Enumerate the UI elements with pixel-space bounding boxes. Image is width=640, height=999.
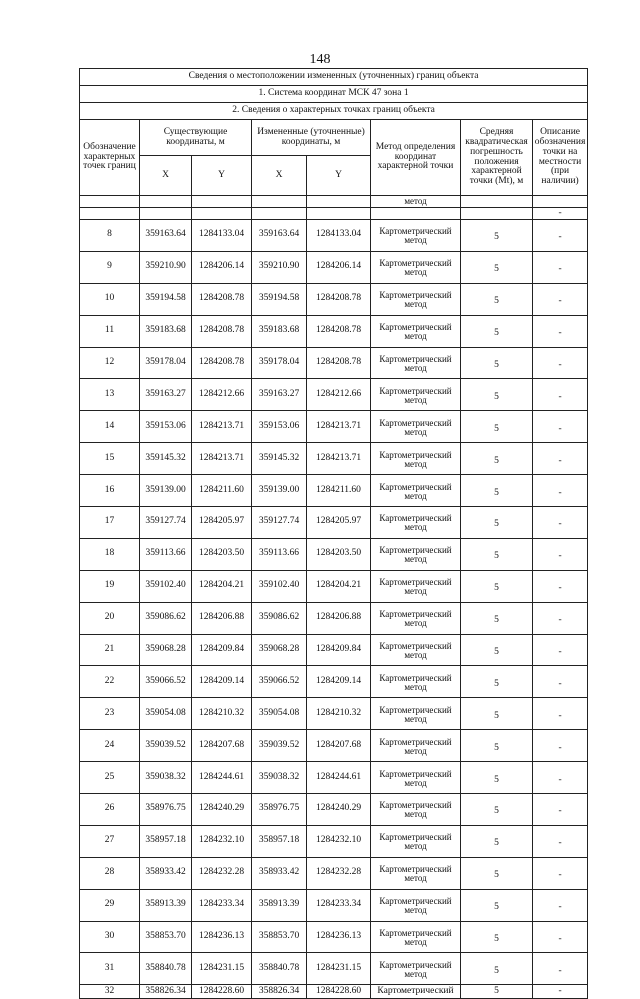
changed-y: 1284208.78 xyxy=(307,315,371,347)
changed-y: 1284208.78 xyxy=(307,283,371,315)
changed-y: 1284204.21 xyxy=(307,570,371,602)
changed-x: 359139.00 xyxy=(252,475,307,507)
method-line1: Картометрический xyxy=(379,226,452,237)
method-cell xyxy=(371,602,461,634)
existing-y: 1284233.34 xyxy=(192,889,252,921)
point-description: - xyxy=(533,475,588,507)
table-row xyxy=(80,730,588,762)
method-line2: метод xyxy=(404,299,427,310)
existing-y: 1284210.32 xyxy=(192,698,252,730)
method-line1: Картометрический xyxy=(379,545,452,556)
existing-x: 359163.27 xyxy=(140,379,192,411)
point-number: 31 xyxy=(80,953,140,985)
method-line2: метод xyxy=(404,458,427,469)
existing-y: 1284209.84 xyxy=(192,634,252,666)
table-row xyxy=(80,443,588,475)
header-x-changed: X xyxy=(252,156,307,196)
table-row xyxy=(80,953,588,985)
changed-y: 1284206.88 xyxy=(307,602,371,634)
existing-x: 359086.62 xyxy=(140,602,192,634)
accuracy: 5 xyxy=(461,507,533,539)
changed-x: 358826.34 xyxy=(252,985,307,999)
changed-y: 1284207.68 xyxy=(307,730,371,762)
method-line2: метод xyxy=(404,490,427,501)
existing-y: 1284236.13 xyxy=(192,921,252,953)
point-description: - xyxy=(533,666,588,698)
point-description: - xyxy=(533,220,588,252)
changed-x: 359194.58 xyxy=(252,283,307,315)
method-line2: метод xyxy=(404,841,427,852)
method-line2: метод xyxy=(404,713,427,724)
method-cell xyxy=(371,220,461,252)
point-description: - xyxy=(533,889,588,921)
point-description: - xyxy=(533,315,588,347)
point-description: - xyxy=(533,347,588,379)
point-number: 24 xyxy=(80,730,140,762)
changed-y: 1284212.66 xyxy=(307,379,371,411)
existing-x: 359194.58 xyxy=(140,283,192,315)
changed-x: 359038.32 xyxy=(252,762,307,794)
changed-x: 358933.42 xyxy=(252,857,307,889)
method-cell xyxy=(371,411,461,443)
method-line1: Картометрический xyxy=(379,800,452,811)
existing-x: 358933.42 xyxy=(140,857,192,889)
point-number: 14 xyxy=(80,411,140,443)
existing-x: 359139.00 xyxy=(140,475,192,507)
point-description: - xyxy=(533,762,588,794)
method-cell xyxy=(371,634,461,666)
changed-y: 1284210.32 xyxy=(307,698,371,730)
method-line2: метод xyxy=(404,650,427,661)
changed-x: 358853.70 xyxy=(252,921,307,953)
accuracy: 5 xyxy=(461,443,533,475)
point-description: - xyxy=(533,794,588,826)
existing-x: 359163.64 xyxy=(140,220,192,252)
accuracy: 5 xyxy=(461,921,533,953)
method-line2: метод xyxy=(404,426,427,437)
existing-y: 1284203.50 xyxy=(192,538,252,570)
table-row xyxy=(80,283,588,315)
point-number: 10 xyxy=(80,283,140,315)
method-cell xyxy=(371,762,461,794)
changed-x: 359039.52 xyxy=(252,730,307,762)
accuracy: 5 xyxy=(461,953,533,985)
point-description: - xyxy=(533,507,588,539)
point-description: - xyxy=(533,921,588,953)
point-description: - xyxy=(533,602,588,634)
existing-x: 359054.08 xyxy=(140,698,192,730)
changed-y: 1284203.50 xyxy=(307,538,371,570)
changed-y: 1284236.13 xyxy=(307,921,371,953)
method-cell xyxy=(371,953,461,985)
changed-x: 359068.28 xyxy=(252,634,307,666)
method-cell xyxy=(371,857,461,889)
point-number: 19 xyxy=(80,570,140,602)
existing-y: 1284212.66 xyxy=(192,379,252,411)
method-cell xyxy=(371,570,461,602)
table-row xyxy=(80,379,588,411)
method-line1: Картометрический xyxy=(379,449,452,460)
table-row xyxy=(80,762,588,794)
header-y-existing: Y xyxy=(192,156,252,196)
method-cell xyxy=(371,347,461,379)
point-description: - xyxy=(533,570,588,602)
existing-y: 1284240.29 xyxy=(192,794,252,826)
method-line2: метод xyxy=(404,905,427,916)
point-number: 30 xyxy=(80,921,140,953)
method-line2: метод xyxy=(404,873,427,884)
existing-y: 1284205.97 xyxy=(192,507,252,539)
method-line1: Картометрический xyxy=(379,896,452,907)
header-description: Описание обозначения точки на местности (при наличии) xyxy=(533,120,588,196)
table-row xyxy=(80,411,588,443)
table-row xyxy=(80,985,588,999)
point-number: 26 xyxy=(80,794,140,826)
existing-x: 359113.66 xyxy=(140,538,192,570)
method-line1: Картометрический xyxy=(379,290,452,301)
method-cell xyxy=(371,730,461,762)
method-line1: Картометрический xyxy=(379,513,452,524)
method-line1: Картометрический xyxy=(379,704,452,715)
method-line2: метод xyxy=(404,267,427,278)
method-line2: метод xyxy=(404,554,427,565)
method-line1: Картометрический xyxy=(379,577,452,588)
existing-x: 358840.78 xyxy=(140,953,192,985)
method-line1: Картометрический xyxy=(379,832,452,843)
existing-x: 359210.90 xyxy=(140,251,192,283)
accuracy: 5 xyxy=(461,283,533,315)
header-accuracy: Средняя квадратическая погрешность положения характерной точки (Mt), м xyxy=(461,120,533,196)
point-number: 32 xyxy=(80,985,140,999)
point-number: 20 xyxy=(80,602,140,634)
existing-x: 359038.32 xyxy=(140,762,192,794)
method-line1: Картометрический xyxy=(379,417,452,428)
changed-x: 359210.90 xyxy=(252,251,307,283)
changed-x: 359145.32 xyxy=(252,443,307,475)
header-changed-coordinates: Измененные (уточненные) координаты, м xyxy=(252,120,371,156)
accuracy: 5 xyxy=(461,985,533,999)
changed-y: 1284133.04 xyxy=(307,220,371,252)
method-line2: метод xyxy=(404,331,427,342)
table-row xyxy=(80,538,588,570)
changed-y: 1284213.71 xyxy=(307,411,371,443)
method-line2: метод xyxy=(404,777,427,788)
method-line2: метод xyxy=(404,363,427,373)
header-y-changed: Y xyxy=(307,156,371,196)
boundary-points-table xyxy=(79,68,588,999)
existing-y: 1284244.61 xyxy=(192,762,252,794)
existing-x: 358853.70 xyxy=(140,921,192,953)
point-number: 18 xyxy=(80,538,140,570)
point-number: 8 xyxy=(80,220,140,252)
header-designation: Обозначение характерных точек границ xyxy=(80,120,140,196)
points-section-title: 2. Сведения о характерных точках границ объекта xyxy=(80,103,588,120)
header-x-existing: X xyxy=(140,156,192,196)
point-number: 13 xyxy=(80,379,140,411)
point-number: 21 xyxy=(80,634,140,666)
method-cell: Картометрический xyxy=(371,985,461,999)
table-row xyxy=(80,666,588,698)
table-row xyxy=(80,570,588,602)
method-cell xyxy=(371,507,461,539)
point-number: 9 xyxy=(80,251,140,283)
accuracy: 5 xyxy=(461,857,533,889)
method-cell xyxy=(371,251,461,283)
point-number: 27 xyxy=(80,825,140,857)
point-number: 12 xyxy=(80,347,140,379)
existing-y: 1284228.60 xyxy=(192,985,252,999)
accuracy: 5 xyxy=(461,634,533,666)
method-cell xyxy=(371,379,461,411)
method-line2: метод xyxy=(404,809,427,820)
existing-x: 359153.06 xyxy=(140,411,192,443)
existing-y: 1284232.28 xyxy=(192,857,252,889)
changed-x: 358840.78 xyxy=(252,953,307,985)
table-row xyxy=(80,347,588,379)
method-cell xyxy=(371,794,461,826)
existing-y: 1284206.14 xyxy=(192,251,252,283)
existing-x: 358957.18 xyxy=(140,825,192,857)
method-cell xyxy=(371,538,461,570)
point-description: - xyxy=(533,698,588,730)
method-line2: метод xyxy=(404,968,427,979)
existing-x: 359039.52 xyxy=(140,730,192,762)
method-line2: метод xyxy=(404,745,427,756)
method-line2: метод xyxy=(404,522,427,533)
existing-y: 1284133.04 xyxy=(192,220,252,252)
existing-y: 1284207.68 xyxy=(192,730,252,762)
existing-y: 1284209.14 xyxy=(192,666,252,698)
coordinate-system-title: 1. Система координат МСК 47 зона 1 xyxy=(80,86,588,103)
table-row xyxy=(80,634,588,666)
changed-x: 359066.52 xyxy=(252,666,307,698)
point-description: - xyxy=(533,283,588,315)
changed-x: 358957.18 xyxy=(252,825,307,857)
method-cell xyxy=(371,698,461,730)
method-line1: Картометрический xyxy=(379,736,452,747)
method-line1: Картометрический xyxy=(379,322,452,333)
table-row xyxy=(80,825,588,857)
point-description: - xyxy=(533,857,588,889)
accuracy: 5 xyxy=(461,730,533,762)
table-row xyxy=(80,475,588,507)
method-cell xyxy=(371,921,461,953)
existing-y: 1284208.78 xyxy=(192,347,252,379)
accuracy: 5 xyxy=(461,762,533,794)
accuracy: 5 xyxy=(461,889,533,921)
table-row xyxy=(80,794,588,826)
existing-x: 359068.28 xyxy=(140,634,192,666)
point-number: 29 xyxy=(80,889,140,921)
method-line2: метод xyxy=(404,394,427,405)
method-line2: метод xyxy=(404,618,427,629)
existing-x: 358976.75 xyxy=(140,794,192,826)
method-line1: Картометрический xyxy=(379,959,452,970)
changed-x: 358976.75 xyxy=(252,794,307,826)
description-continuation: - xyxy=(533,208,588,220)
table-row xyxy=(80,857,588,889)
method-line1: Картометрический xyxy=(379,354,452,364)
changed-y: 1284231.15 xyxy=(307,953,371,985)
changed-y: 1284213.71 xyxy=(307,443,371,475)
existing-y: 1284231.15 xyxy=(192,953,252,985)
accuracy: 5 xyxy=(461,379,533,411)
existing-y: 1284232.10 xyxy=(192,825,252,857)
changed-x: 359102.40 xyxy=(252,570,307,602)
point-number: 15 xyxy=(80,443,140,475)
method-line2: метод xyxy=(404,681,427,692)
changed-y: 1284211.60 xyxy=(307,475,371,507)
table-row xyxy=(80,602,588,634)
existing-x: 359183.68 xyxy=(140,315,192,347)
changed-y: 1284232.10 xyxy=(307,825,371,857)
point-description: - xyxy=(533,443,588,475)
point-description: - xyxy=(533,379,588,411)
changed-y: 1284232.28 xyxy=(307,857,371,889)
point-number: 16 xyxy=(80,475,140,507)
table-row xyxy=(80,507,588,539)
point-description: - xyxy=(533,538,588,570)
accuracy: 5 xyxy=(461,602,533,634)
method-line1: Картометрический xyxy=(379,481,452,492)
method-line2: метод xyxy=(404,586,427,597)
point-number: 17 xyxy=(80,507,140,539)
table-row xyxy=(80,220,588,252)
point-description: - xyxy=(533,985,588,999)
point-number: 25 xyxy=(80,762,140,794)
header-method: Метод определения координат характерной точки xyxy=(371,120,461,196)
point-description: - xyxy=(533,634,588,666)
accuracy: 5 xyxy=(461,570,533,602)
existing-x: 359102.40 xyxy=(140,570,192,602)
point-number: 11 xyxy=(80,315,140,347)
method-line2: метод xyxy=(404,235,427,246)
changed-y: 1284205.97 xyxy=(307,507,371,539)
changed-x: 359127.74 xyxy=(252,507,307,539)
point-description: - xyxy=(533,730,588,762)
accuracy: 5 xyxy=(461,794,533,826)
method-cell xyxy=(371,283,461,315)
existing-y: 1284211.60 xyxy=(192,475,252,507)
method-cell xyxy=(371,315,461,347)
accuracy: 5 xyxy=(461,411,533,443)
page-number: 148 xyxy=(309,52,331,67)
changed-x: 358913.39 xyxy=(252,889,307,921)
existing-x: 358913.39 xyxy=(140,889,192,921)
accuracy: 5 xyxy=(461,347,533,379)
changed-y: 1284240.29 xyxy=(307,794,371,826)
table-row xyxy=(80,921,588,953)
existing-y: 1284213.71 xyxy=(192,443,252,475)
header-existing-coordinates: Существующие координаты, м xyxy=(140,120,252,156)
method-line1: Картометрический xyxy=(379,672,452,683)
accuracy: 5 xyxy=(461,666,533,698)
changed-y: 1284209.14 xyxy=(307,666,371,698)
method-line1: Картометрический xyxy=(379,258,452,269)
point-description: - xyxy=(533,953,588,985)
changed-y: 1284244.61 xyxy=(307,762,371,794)
accuracy: 5 xyxy=(461,251,533,283)
accuracy: 5 xyxy=(461,475,533,507)
changed-x: 359163.27 xyxy=(252,379,307,411)
method-line1: Картометрический xyxy=(379,641,452,652)
changed-x: 359113.66 xyxy=(252,538,307,570)
method-line1: Картометрический xyxy=(379,609,452,620)
method-cell xyxy=(371,443,461,475)
accuracy: 5 xyxy=(461,825,533,857)
method-cell xyxy=(371,666,461,698)
method-cell xyxy=(371,475,461,507)
method-line2: метод xyxy=(404,937,427,948)
accuracy: 5 xyxy=(461,315,533,347)
existing-y: 1284208.78 xyxy=(192,315,252,347)
table-row xyxy=(80,698,588,730)
point-number: 22 xyxy=(80,666,140,698)
changed-y: 1284206.14 xyxy=(307,251,371,283)
table-row xyxy=(80,251,588,283)
existing-y: 1284213.71 xyxy=(192,411,252,443)
method-line1: Картометрический xyxy=(379,768,452,779)
existing-x: 359145.32 xyxy=(140,443,192,475)
changed-y: 1284209.84 xyxy=(307,634,371,666)
method-continuation: метод xyxy=(371,196,461,208)
existing-y: 1284206.88 xyxy=(192,602,252,634)
existing-x: 359127.74 xyxy=(140,507,192,539)
method-line1: Картометрический xyxy=(379,385,452,396)
changed-x: 359178.04 xyxy=(252,347,307,379)
existing-x: 358826.34 xyxy=(140,985,192,999)
method-line1: Картометрический xyxy=(379,864,452,875)
point-description: - xyxy=(533,251,588,283)
table-title: Сведения о местоположении измененных (уточненных) границ объекта xyxy=(80,69,588,86)
changed-x: 359086.62 xyxy=(252,602,307,634)
method-cell xyxy=(371,889,461,921)
method-line1: Картометрический xyxy=(379,928,452,939)
table-row xyxy=(80,889,588,921)
accuracy: 5 xyxy=(461,220,533,252)
point-number: 28 xyxy=(80,857,140,889)
changed-y: 1284228.60 xyxy=(307,985,371,999)
existing-y: 1284204.21 xyxy=(192,570,252,602)
changed-y: 1284233.34 xyxy=(307,889,371,921)
changed-x: 359183.68 xyxy=(252,315,307,347)
existing-x: 359066.52 xyxy=(140,666,192,698)
point-description: - xyxy=(533,411,588,443)
accuracy: 5 xyxy=(461,538,533,570)
point-number: 23 xyxy=(80,698,140,730)
changed-x: 359153.06 xyxy=(252,411,307,443)
point-description: - xyxy=(533,825,588,857)
existing-x: 359178.04 xyxy=(140,347,192,379)
existing-y: 1284208.78 xyxy=(192,283,252,315)
accuracy: 5 xyxy=(461,698,533,730)
changed-x: 359163.64 xyxy=(252,220,307,252)
method-cell xyxy=(371,825,461,857)
table-row xyxy=(80,315,588,347)
changed-x: 359054.08 xyxy=(252,698,307,730)
changed-y: 1284208.78 xyxy=(307,347,371,379)
